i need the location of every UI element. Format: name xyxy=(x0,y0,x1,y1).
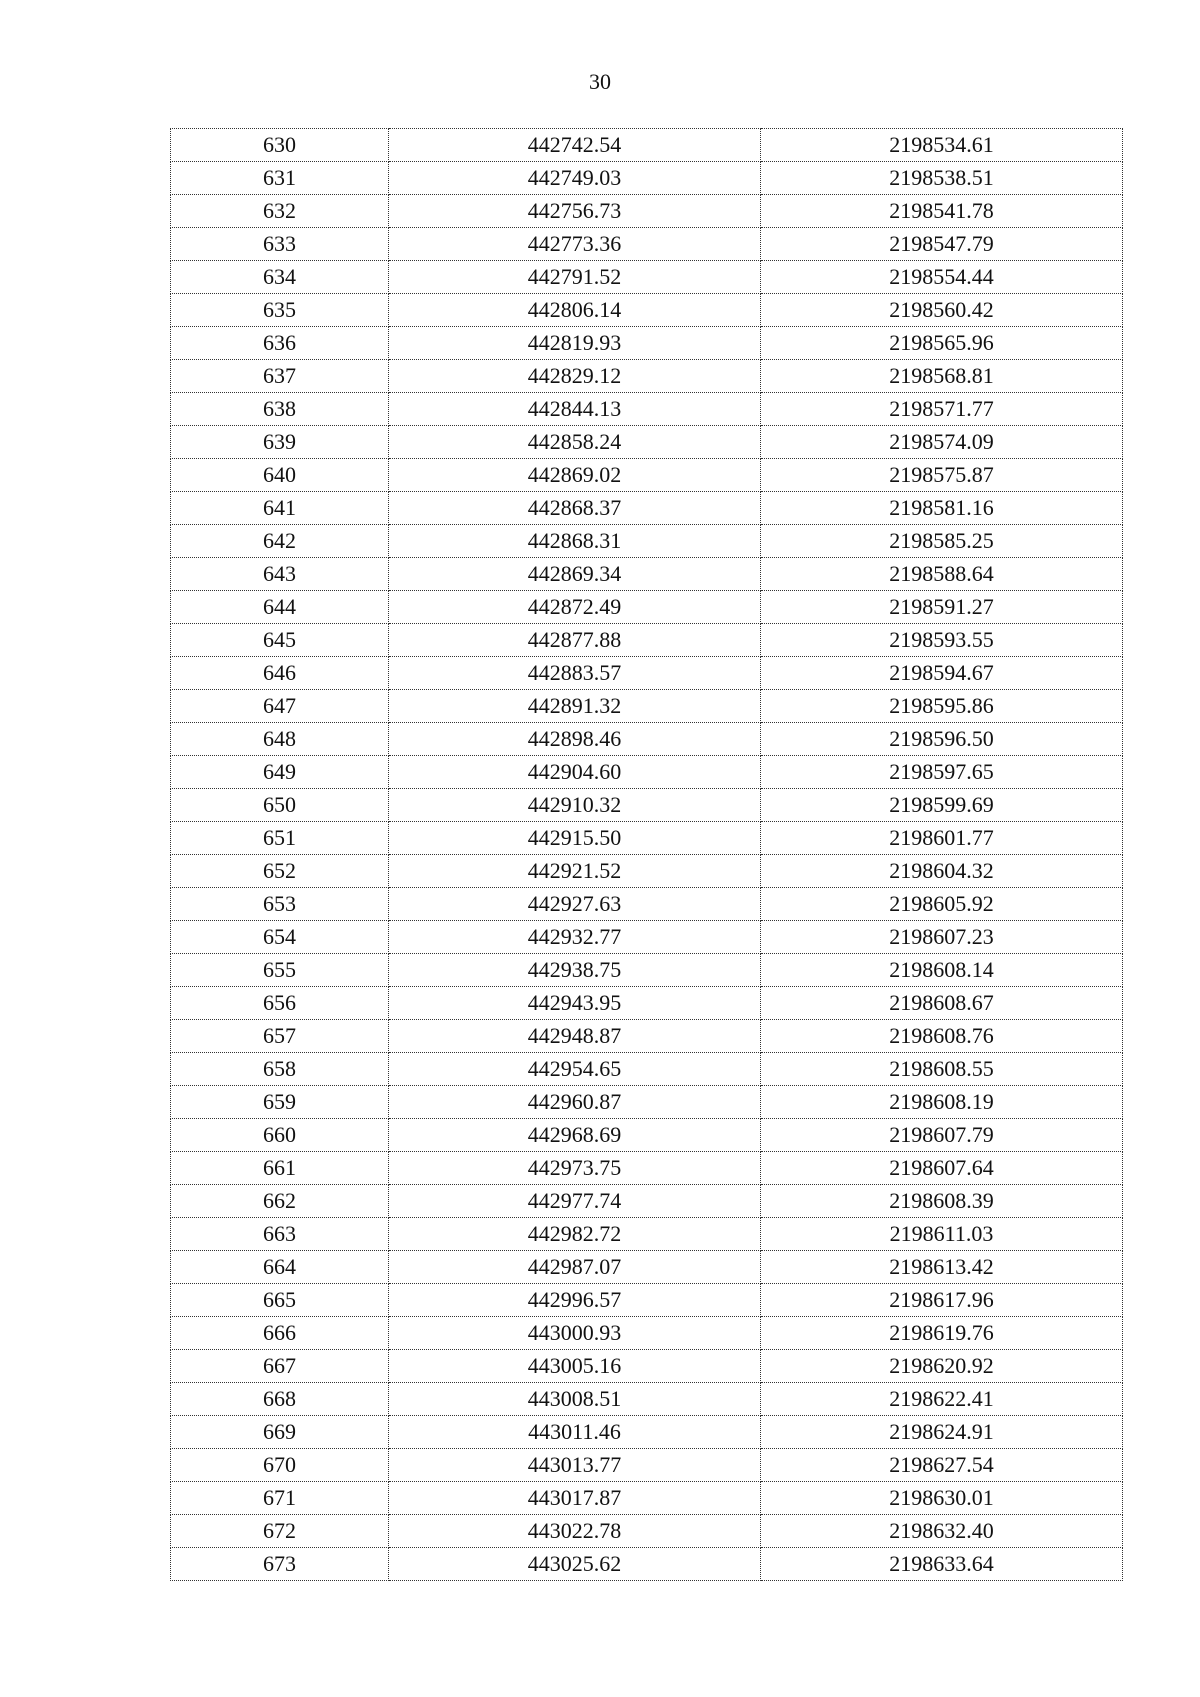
x-coordinate-cell: 442806.14 xyxy=(389,294,761,327)
point-number-cell: 670 xyxy=(171,1449,389,1482)
x-coordinate-cell: 442973.75 xyxy=(389,1152,761,1185)
y-coordinate-cell: 2198607.23 xyxy=(761,921,1123,954)
point-number-cell: 662 xyxy=(171,1185,389,1218)
point-number-cell: 636 xyxy=(171,327,389,360)
x-coordinate-cell: 442829.12 xyxy=(389,360,761,393)
table-row xyxy=(171,1449,1123,1482)
table-row xyxy=(171,360,1123,393)
y-coordinate-cell: 2198633.64 xyxy=(761,1548,1123,1581)
point-number-cell: 663 xyxy=(171,1218,389,1251)
point-number-cell: 637 xyxy=(171,360,389,393)
point-number-cell: 668 xyxy=(171,1383,389,1416)
point-number-cell: 672 xyxy=(171,1515,389,1548)
x-coordinate-cell: 442921.52 xyxy=(389,855,761,888)
x-coordinate-cell: 442932.77 xyxy=(389,921,761,954)
y-coordinate-cell: 2198608.19 xyxy=(761,1086,1123,1119)
table-row xyxy=(171,492,1123,525)
point-number-cell: 645 xyxy=(171,624,389,657)
y-coordinate-cell: 2198574.09 xyxy=(761,426,1123,459)
x-coordinate-cell: 442982.72 xyxy=(389,1218,761,1251)
page-number: 30 xyxy=(589,69,611,94)
y-coordinate-cell: 2198568.81 xyxy=(761,360,1123,393)
table-row xyxy=(171,756,1123,789)
y-coordinate-cell: 2198622.41 xyxy=(761,1383,1123,1416)
y-coordinate-cell: 2198607.79 xyxy=(761,1119,1123,1152)
table-row xyxy=(171,1317,1123,1350)
y-coordinate-cell: 2198617.96 xyxy=(761,1284,1123,1317)
y-coordinate-cell: 2198554.44 xyxy=(761,261,1123,294)
table-row xyxy=(171,1185,1123,1218)
x-coordinate-cell: 442858.24 xyxy=(389,426,761,459)
y-coordinate-cell: 2198605.92 xyxy=(761,888,1123,921)
x-coordinate-cell: 443017.87 xyxy=(389,1482,761,1515)
y-coordinate-cell: 2198608.76 xyxy=(761,1020,1123,1053)
point-number-cell: 639 xyxy=(171,426,389,459)
point-number-cell: 666 xyxy=(171,1317,389,1350)
x-coordinate-cell: 442910.32 xyxy=(389,789,761,822)
y-coordinate-cell: 2198613.42 xyxy=(761,1251,1123,1284)
y-coordinate-cell: 2198534.61 xyxy=(761,129,1123,162)
point-number-cell: 655 xyxy=(171,954,389,987)
point-number-cell: 641 xyxy=(171,492,389,525)
x-coordinate-cell: 442742.54 xyxy=(389,129,761,162)
x-coordinate-cell: 442927.63 xyxy=(389,888,761,921)
x-coordinate-cell: 442872.49 xyxy=(389,591,761,624)
x-coordinate-cell: 442844.13 xyxy=(389,393,761,426)
coordinate-table xyxy=(170,128,1123,1581)
table-row xyxy=(171,954,1123,987)
y-coordinate-cell: 2198565.96 xyxy=(761,327,1123,360)
point-number-cell: 634 xyxy=(171,261,389,294)
x-coordinate-cell: 442943.95 xyxy=(389,987,761,1020)
table-row xyxy=(171,1383,1123,1416)
y-coordinate-cell: 2198593.55 xyxy=(761,624,1123,657)
table-row xyxy=(171,558,1123,591)
y-coordinate-cell: 2198607.64 xyxy=(761,1152,1123,1185)
point-number-cell: 632 xyxy=(171,195,389,228)
y-coordinate-cell: 2198608.67 xyxy=(761,987,1123,1020)
point-number-cell: 651 xyxy=(171,822,389,855)
point-number-cell: 656 xyxy=(171,987,389,1020)
y-coordinate-cell: 2198575.87 xyxy=(761,459,1123,492)
table-row xyxy=(171,1218,1123,1251)
y-coordinate-cell: 2198541.78 xyxy=(761,195,1123,228)
x-coordinate-cell: 442898.46 xyxy=(389,723,761,756)
x-coordinate-cell: 442819.93 xyxy=(389,327,761,360)
table-row xyxy=(171,525,1123,558)
x-coordinate-cell: 442877.88 xyxy=(389,624,761,657)
x-coordinate-cell: 443000.93 xyxy=(389,1317,761,1350)
table-row xyxy=(171,1548,1123,1581)
x-coordinate-cell: 442869.02 xyxy=(389,459,761,492)
table-row xyxy=(171,195,1123,228)
point-number-cell: 647 xyxy=(171,690,389,723)
table-row xyxy=(171,1482,1123,1515)
table-row xyxy=(171,228,1123,261)
table-row xyxy=(171,921,1123,954)
point-number-cell: 653 xyxy=(171,888,389,921)
table-row xyxy=(171,1515,1123,1548)
x-coordinate-cell: 443022.78 xyxy=(389,1515,761,1548)
table-row xyxy=(171,1020,1123,1053)
x-coordinate-cell: 442868.37 xyxy=(389,492,761,525)
y-coordinate-cell: 2198596.50 xyxy=(761,723,1123,756)
table-row xyxy=(171,129,1123,162)
table-row xyxy=(171,261,1123,294)
table-row xyxy=(171,888,1123,921)
point-number-cell: 665 xyxy=(171,1284,389,1317)
point-number-cell: 659 xyxy=(171,1086,389,1119)
table-row xyxy=(171,987,1123,1020)
point-number-cell: 633 xyxy=(171,228,389,261)
x-coordinate-cell: 443013.77 xyxy=(389,1449,761,1482)
point-number-cell: 667 xyxy=(171,1350,389,1383)
table-row xyxy=(171,1053,1123,1086)
point-number-cell: 631 xyxy=(171,162,389,195)
table-row xyxy=(171,822,1123,855)
table-row xyxy=(171,657,1123,690)
x-coordinate-cell: 442954.65 xyxy=(389,1053,761,1086)
table-row xyxy=(171,393,1123,426)
y-coordinate-cell: 2198547.79 xyxy=(761,228,1123,261)
y-coordinate-cell: 2198595.86 xyxy=(761,690,1123,723)
point-number-cell: 654 xyxy=(171,921,389,954)
point-number-cell: 660 xyxy=(171,1119,389,1152)
x-coordinate-cell: 442948.87 xyxy=(389,1020,761,1053)
y-coordinate-cell: 2198608.39 xyxy=(761,1185,1123,1218)
x-coordinate-cell: 442938.75 xyxy=(389,954,761,987)
y-coordinate-cell: 2198538.51 xyxy=(761,162,1123,195)
y-coordinate-cell: 2198627.54 xyxy=(761,1449,1123,1482)
point-number-cell: 638 xyxy=(171,393,389,426)
point-number-cell: 646 xyxy=(171,657,389,690)
y-coordinate-cell: 2198585.25 xyxy=(761,525,1123,558)
table-row xyxy=(171,1350,1123,1383)
table-body xyxy=(171,129,1123,1581)
x-coordinate-cell: 442883.57 xyxy=(389,657,761,690)
y-coordinate-cell: 2198608.14 xyxy=(761,954,1123,987)
table-row xyxy=(171,162,1123,195)
y-coordinate-cell: 2198599.69 xyxy=(761,789,1123,822)
x-coordinate-cell: 442977.74 xyxy=(389,1185,761,1218)
point-number-cell: 644 xyxy=(171,591,389,624)
point-number-cell: 664 xyxy=(171,1251,389,1284)
y-coordinate-cell: 2198611.03 xyxy=(761,1218,1123,1251)
y-coordinate-cell: 2198560.42 xyxy=(761,294,1123,327)
point-number-cell: 649 xyxy=(171,756,389,789)
table-row xyxy=(171,591,1123,624)
table-row xyxy=(171,327,1123,360)
y-coordinate-cell: 2198624.91 xyxy=(761,1416,1123,1449)
table-row xyxy=(171,1152,1123,1185)
table-row xyxy=(171,1119,1123,1152)
x-coordinate-cell: 442904.60 xyxy=(389,756,761,789)
table-row xyxy=(171,789,1123,822)
point-number-cell: 671 xyxy=(171,1482,389,1515)
table-row xyxy=(171,459,1123,492)
y-coordinate-cell: 2198620.92 xyxy=(761,1350,1123,1383)
y-coordinate-cell: 2198597.65 xyxy=(761,756,1123,789)
x-coordinate-cell: 442773.36 xyxy=(389,228,761,261)
y-coordinate-cell: 2198619.76 xyxy=(761,1317,1123,1350)
table-row xyxy=(171,426,1123,459)
point-number-cell: 673 xyxy=(171,1548,389,1581)
table-row xyxy=(171,294,1123,327)
x-coordinate-cell: 442996.57 xyxy=(389,1284,761,1317)
table-row xyxy=(171,1251,1123,1284)
x-coordinate-cell: 443011.46 xyxy=(389,1416,761,1449)
y-coordinate-cell: 2198601.77 xyxy=(761,822,1123,855)
table-row xyxy=(171,1284,1123,1317)
point-number-cell: 635 xyxy=(171,294,389,327)
x-coordinate-cell: 442756.73 xyxy=(389,195,761,228)
point-number-cell: 630 xyxy=(171,129,389,162)
point-number-cell: 658 xyxy=(171,1053,389,1086)
y-coordinate-cell: 2198588.64 xyxy=(761,558,1123,591)
x-coordinate-cell: 442891.32 xyxy=(389,690,761,723)
table-row xyxy=(171,1086,1123,1119)
point-number-cell: 669 xyxy=(171,1416,389,1449)
table-row xyxy=(171,690,1123,723)
point-number-cell: 650 xyxy=(171,789,389,822)
x-coordinate-cell: 442968.69 xyxy=(389,1119,761,1152)
x-coordinate-cell: 442749.03 xyxy=(389,162,761,195)
x-coordinate-cell: 443005.16 xyxy=(389,1350,761,1383)
y-coordinate-cell: 2198630.01 xyxy=(761,1482,1123,1515)
x-coordinate-cell: 442960.87 xyxy=(389,1086,761,1119)
point-number-cell: 652 xyxy=(171,855,389,888)
y-coordinate-cell: 2198604.32 xyxy=(761,855,1123,888)
point-number-cell: 642 xyxy=(171,525,389,558)
point-number-cell: 643 xyxy=(171,558,389,591)
x-coordinate-cell: 442791.52 xyxy=(389,261,761,294)
table-row xyxy=(171,624,1123,657)
table-row xyxy=(171,723,1123,756)
y-coordinate-cell: 2198571.77 xyxy=(761,393,1123,426)
point-number-cell: 657 xyxy=(171,1020,389,1053)
x-coordinate-cell: 442915.50 xyxy=(389,822,761,855)
table-row xyxy=(171,1416,1123,1449)
x-coordinate-cell: 443025.62 xyxy=(389,1548,761,1581)
point-number-cell: 661 xyxy=(171,1152,389,1185)
table-row xyxy=(171,855,1123,888)
y-coordinate-cell: 2198632.40 xyxy=(761,1515,1123,1548)
x-coordinate-cell: 443008.51 xyxy=(389,1383,761,1416)
x-coordinate-cell: 442987.07 xyxy=(389,1251,761,1284)
point-number-cell: 640 xyxy=(171,459,389,492)
y-coordinate-cell: 2198581.16 xyxy=(761,492,1123,525)
y-coordinate-cell: 2198591.27 xyxy=(761,591,1123,624)
point-number-cell: 648 xyxy=(171,723,389,756)
y-coordinate-cell: 2198608.55 xyxy=(761,1053,1123,1086)
y-coordinate-cell: 2198594.67 xyxy=(761,657,1123,690)
x-coordinate-cell: 442869.34 xyxy=(389,558,761,591)
x-coordinate-cell: 442868.31 xyxy=(389,525,761,558)
